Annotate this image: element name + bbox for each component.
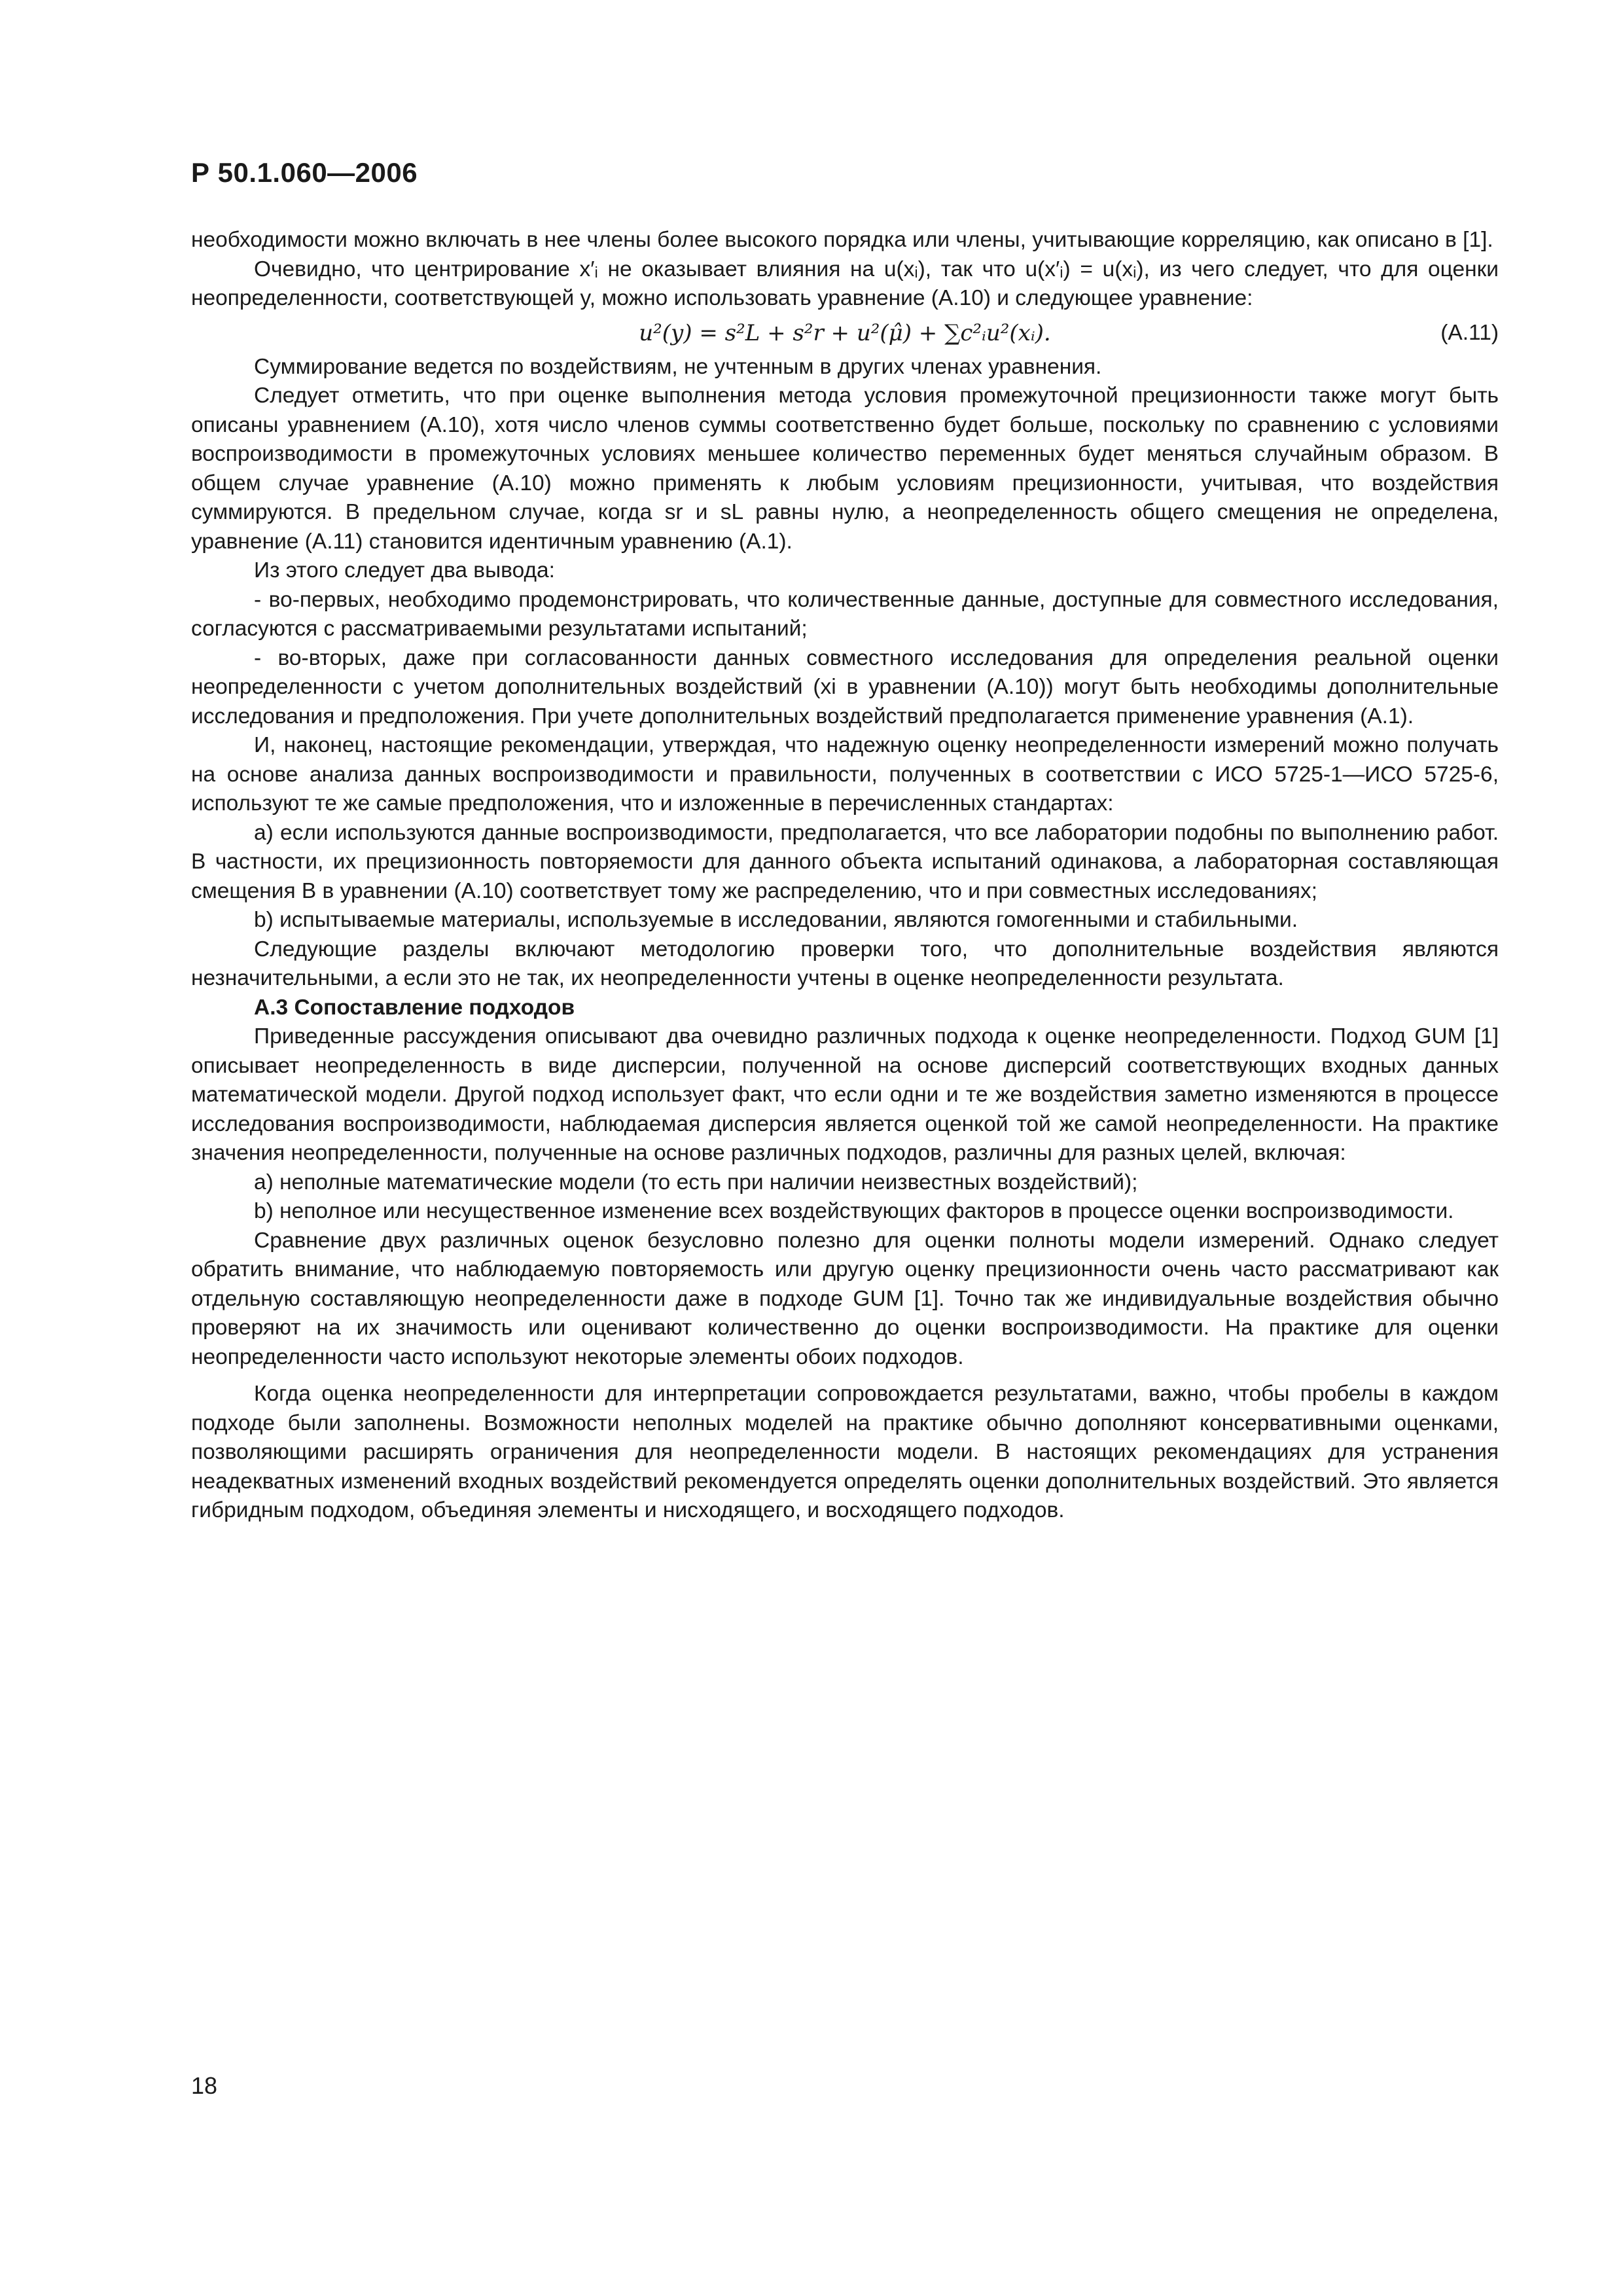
paragraph: Очевидно, что центрирование x′ᵢ не оказывает влияния на u(xᵢ), так что u(x′ᵢ) = u(xᵢ), из чего следует, что для оценки неопределенности, соответствующей y, можно использовать уравнение (А.10) и следующее уравнение: [191, 257, 1499, 310]
paragraph: Сравнение двух различных оценок безусловно полезно для оценки полноты модели измерений. Однако следует обратить внимание, что наблюдаемую повторяемость или другую оценку прецизионности очень часто рассматривают как отдельную составляющую неопределенности даже в подходе GUM [1]. Точно так же индивидуальные воздействия обычно проверяют на их значимость или оценивают количественно до оценки воспроизводимости. На практике для оценки неопределенности часто используют некоторые элементы обоих подходов. [191, 1228, 1499, 1369]
equation-number: (А.11) [1440, 320, 1499, 345]
paragraph: Из этого следует два вывода: [254, 558, 555, 583]
paragraph: И, наконец, настоящие рекомендации, утверждая, что надежную оценку неопределенности измерений можно получать на основе анализа данных воспроизводимости и правильности, полученных в соответствии с ИСО 5725-1—ИСО 5725-6, используют те же самые предположения, что и изложенные в перечисленных стандартах: [191, 733, 1499, 816]
equation-formula: u²(y) = s²L + s²r + u²(μ̂) + ∑c²ᵢu²(xᵢ). [639, 319, 1051, 346]
list-item: а) неполные математические модели (то есть при наличии неизвестных воздействий); [254, 1170, 1138, 1194]
paragraph: Суммирование ведется по воздействиям, не учтенным в других членах уравнения. [254, 354, 1102, 379]
paragraph: Следует отметить, что при оценке выполнения метода условия промежуточной прецизионности также могут быть описаны уравнением (А.10), хотя число членов суммы соответственно будет больше, поскольку по сравнению с условиями воспроизводимости в промежуточных условиях меньшее количество переменных будет меняться случайным образом. В общем случае уравнение (А.10) можно применять к любым условиям прецизионности, учитывая, что воздействия суммируются. В предельном случае, когда sr и sL равны нулю, а неопределенность общего смещения не определена, уравнение (А.11) становится идентичным уравнению (А.1). [191, 384, 1499, 554]
list-item: b) испытываемые материалы, используемые в исследовании, являются гомогенными и стабильными. [254, 908, 1298, 932]
list-item: - во-вторых, даже при согласованности данных совместного исследования для определения реальной оценки неопределенности с учетом дополнительных воздействий (xi в уравнении (А.10)) могут быть необходимы дополнительные исследования и предположения. При учете дополнительных воздействий предполагается применение уравнения (А.1). [191, 645, 1499, 728]
document-body [191, 226, 1499, 1526]
paragraph: Следующие разделы включают методологию проверки того, что дополнительные воздействия являются незначительными, а если это не так, их неопределенности учтены в оценке неопределенности результата. [191, 937, 1499, 990]
paragraph: необходимости можно включать в нее члены более высокого порядка или члены, учитывающие корреляцию, как описано в [1]. [191, 228, 1493, 252]
list-item: - во-первых, необходимо продемонстрировать, что количественные данные, доступные для совместного исследования, согласуются с рассматриваемыми результатами испытаний; [191, 587, 1499, 641]
list-item: а) если используются данные воспроизводимости, предполагается, что все лаборатории подобны по выполнению работ. В частности, их прецизионность повторяемости для данного объекта испытаний одинакова, а лабораторная составляющая смещения B в уравнении (А.10) соответствует тому же распределению, что и при совместных исследованиях; [191, 820, 1499, 903]
paragraph: Когда оценка неопределенности для интерпретации сопровождается результатами, важно, чтобы пробелы в каждом подходе были заполнены. Возможности неполных моделей на практике обычно дополняют консервативными оценками, позволяющими расширять ограничения для неопределенности модели. В настоящих рекомендациях для устранения неадекватных изменений входных воздействий рекомендуется определять оценки дополнительных воздействий. Это является гибридным подходом, объединяя элементы и нисходящего, и восходящего подходов. [191, 1382, 1499, 1522]
equation-a11 [191, 314, 1499, 353]
page-number: 18 [191, 2072, 218, 2099]
paragraph: Приведенные рассуждения описывают два очевидно различных подхода к оценке неопределенности. Подход GUM [1] описывает неопределенность в виде дисперсии, полученной на основе дисперсий соответствующих входных данных математической модели. Другой подход использует факт, что если одни и те же воздействия заметно изменяются в процессе исследования воспроизводимости, наблюдаемая дисперсия является оценкой той же самой неопределенности. На практике значения неопределенности, полученные на основе различных подходов, различны для разных целей, включая: [191, 1024, 1499, 1165]
standard-identifier: Р 50.1.060—2006 [191, 157, 418, 188]
list-item: b) неполное или несущественное изменение всех воздействующих факторов в процессе оценки воспроизводимости. [254, 1199, 1454, 1223]
section-heading: А.3 Сопоставление подходов [254, 995, 575, 1020]
